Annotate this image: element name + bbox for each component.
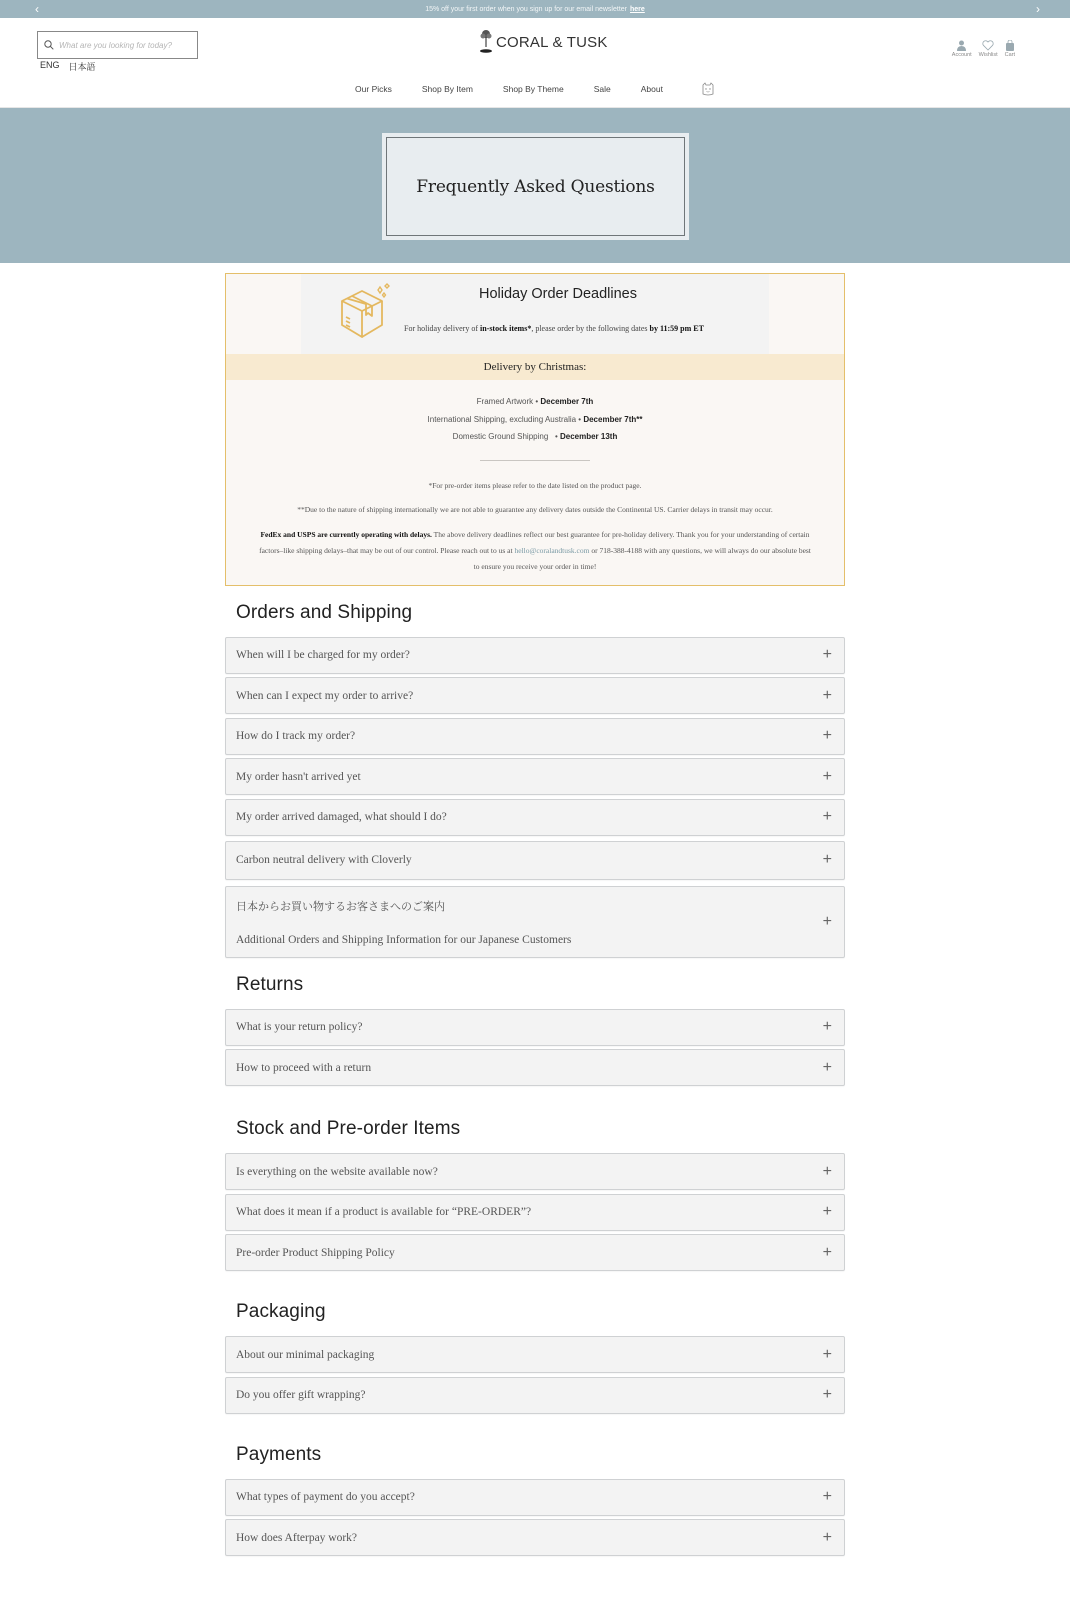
plus-icon: + bbox=[822, 1018, 832, 1035]
page-title: Frequently Asked Questions bbox=[416, 176, 655, 197]
search-icon bbox=[44, 40, 54, 50]
holiday-subtitle: For holiday delivery of in-stock items*, please order by the following dates by 11:59 pm ET bbox=[404, 324, 704, 333]
faq-item[interactable]: What does it mean if a product is available for “PRE-ORDER”? + bbox=[225, 1194, 845, 1231]
plus-icon: + bbox=[822, 1345, 832, 1363]
heart-icon bbox=[982, 40, 994, 51]
site-header bbox=[0, 18, 1070, 108]
delivery-by-christmas-band: Delivery by Christmas: bbox=[226, 354, 844, 380]
mascot-icon[interactable] bbox=[701, 82, 715, 96]
plus-icon: + bbox=[822, 1203, 832, 1220]
plus-icon: + bbox=[822, 912, 832, 930]
language-switcher bbox=[40, 60, 96, 73]
faq-item[interactable]: Is everything on the website available now? + bbox=[225, 1153, 845, 1190]
plus-icon: + bbox=[822, 686, 832, 704]
plus-icon: + bbox=[822, 1528, 832, 1546]
divider bbox=[480, 460, 590, 461]
faq-item[interactable]: About our minimal packaging + bbox=[225, 1336, 845, 1373]
faq-item[interactable]: My order hasn't arrived yet + bbox=[225, 758, 845, 795]
language-eng[interactable]: ENG bbox=[40, 60, 60, 70]
holiday-title: Holiday Order Deadlines bbox=[479, 286, 637, 302]
site-logo[interactable] bbox=[478, 29, 608, 55]
account-link[interactable]: Account bbox=[952, 40, 972, 58]
newsletter-link[interactable]: here bbox=[630, 5, 645, 13]
section-title-packaging: Packaging bbox=[236, 1301, 326, 1322]
plus-icon: + bbox=[822, 1162, 832, 1180]
deadline-item: International Shipping, excluding Australia • December 7th** bbox=[427, 414, 643, 424]
faq-item[interactable]: When can I expect my order to arrive? + bbox=[225, 677, 845, 714]
logo-text: CORAL & TUSK bbox=[496, 33, 608, 51]
cart-link[interactable]: Cart bbox=[1005, 40, 1015, 58]
plus-icon: + bbox=[822, 851, 832, 868]
hero-card bbox=[382, 133, 689, 240]
faq-main bbox=[225, 263, 845, 1556]
faq-item[interactable]: Pre-order Product Shipping Policy + bbox=[225, 1234, 845, 1271]
search-box[interactable] bbox=[37, 31, 198, 59]
plus-icon: + bbox=[822, 1058, 832, 1076]
package-box-icon bbox=[336, 283, 392, 341]
faq-item[interactable]: When will I be charged for my order? + bbox=[225, 637, 845, 674]
chevron-right-icon[interactable]: › bbox=[1036, 2, 1040, 16]
account-icon bbox=[956, 40, 967, 51]
holiday-deadlines-box bbox=[225, 273, 845, 586]
section-title-stock-preorder: Stock and Pre-order Items bbox=[236, 1118, 461, 1139]
nav-sale[interactable]: Sale bbox=[593, 84, 611, 94]
international-note: **Due to the nature of shipping internationally we are not able to guarantee any delivery dates outside the Continental US. Carrier delays in transit may occur. bbox=[297, 504, 773, 514]
announcement-text: 15% off your first order when you sign up for our email newsletter bbox=[425, 5, 627, 13]
account-links bbox=[952, 40, 1015, 58]
nav-shop-by-item[interactable]: Shop By Item bbox=[421, 84, 473, 94]
contact-email-link[interactable]: hello@coralandtusk.com bbox=[514, 545, 590, 555]
nav-our-picks[interactable]: Our Picks bbox=[355, 84, 392, 94]
hero-banner bbox=[0, 108, 1070, 263]
nav-shop-by-theme[interactable]: Shop By Theme bbox=[502, 84, 564, 94]
plus-icon: + bbox=[822, 646, 832, 663]
nav-about[interactable]: About bbox=[640, 84, 663, 94]
faq-item[interactable]: Do you offer gift wrapping? + bbox=[225, 1377, 845, 1414]
plus-icon: + bbox=[822, 808, 832, 825]
faq-item[interactable]: How to proceed with a return + bbox=[225, 1049, 845, 1086]
main-nav bbox=[0, 84, 1070, 96]
faq-item[interactable]: Carbon neutral delivery with Cloverly + bbox=[225, 841, 845, 880]
faq-item[interactable]: What is your return policy? + bbox=[225, 1009, 845, 1046]
coral-tree-logo-icon bbox=[478, 29, 494, 55]
plus-icon: + bbox=[822, 1386, 832, 1403]
preorder-note: *For pre-order items please refer to the date listed on the product page. bbox=[428, 480, 642, 490]
faq-item[interactable]: How does Afterpay work? + bbox=[225, 1519, 845, 1556]
announcement-bar bbox=[0, 0, 1070, 18]
section-title-payments: Payments bbox=[236, 1443, 322, 1465]
deadline-item: Framed Artwork • December 7th bbox=[476, 397, 594, 406]
plus-icon: + bbox=[822, 1243, 832, 1261]
deadline-list bbox=[226, 380, 844, 446]
language-japanese[interactable]: 日本語 bbox=[68, 62, 96, 72]
plus-icon: + bbox=[822, 1488, 832, 1505]
search-input[interactable] bbox=[59, 41, 189, 50]
faq-item-japanese-customers[interactable]: 日本からお買い物するお客さまへのご案内 Additional Orders and Shipping Information for our Japanese Customers + bbox=[225, 886, 845, 958]
shopping-bag-icon bbox=[1005, 40, 1015, 51]
carrier-delays-note: FedEx and USPS are currently operating with delays. The above delivery deadlines reflect our best guarantee for pre-holiday delivery. Thank you for your understanding of certain factors–like shipping delays–that may be out of our control. Please reach out to us at hello@coralandtusk.com or 718-388-4188 with any questions, we will always do our absolute best to ensure you receive your order in time! bbox=[259, 529, 811, 571]
deadline-item: Domestic Ground Shipping • December 13th bbox=[452, 432, 618, 441]
section-title-returns: Returns bbox=[236, 973, 304, 995]
wishlist-link[interactable]: Wishlist bbox=[979, 40, 998, 58]
plus-icon: + bbox=[822, 727, 832, 744]
section-title-orders-shipping: Orders and Shipping bbox=[236, 601, 413, 623]
faq-item[interactable]: How do I track my order? + bbox=[225, 718, 845, 755]
chevron-left-icon[interactable]: ‹ bbox=[35, 2, 39, 16]
faq-item[interactable]: My order arrived damaged, what should I do? + bbox=[225, 799, 845, 836]
faq-item[interactable]: What types of payment do you accept? + bbox=[225, 1479, 845, 1516]
plus-icon: + bbox=[822, 767, 832, 785]
